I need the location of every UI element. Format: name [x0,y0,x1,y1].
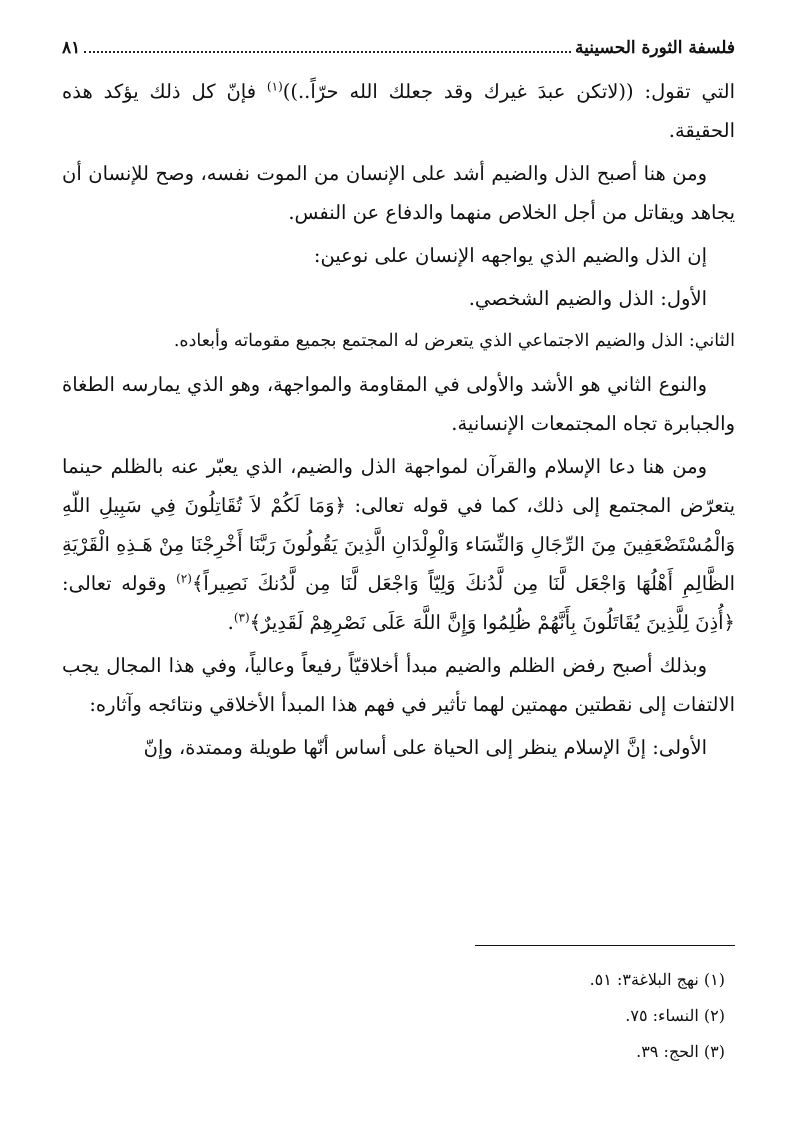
paragraph-1-text: التي تقول: ((لاتكن عبدَ غيرك وقد جعلك الله حرّاً..)) [282,80,735,103]
paragraph-2: ومن هنا أصبح الذل والضيم أشد على الإنسان من الموت نفسه، وصح للإنسان أن يجاهد ويقاتل من أجل الخلاص منهما والدفاع عن النفس. [62,162,735,224]
paragraph-1 [62,72,735,150]
footnote-ref-2: (٢) [176,571,192,586]
paragraph-9: الأولى: إنَّ الإسلام ينظر إلى الحياة على أساس أنّها طويلة وممتدة، وإنّ [143,736,707,759]
footnote-ref-1: (١) [266,79,283,94]
paragraph-7-text-b: وقوله تعالى: [62,572,177,595]
paragraph-8: وبذلك أصبح رفض الظلم والضيم مبدأ أخلاقيّاً رفيعاً وعالياً، وفي هذا المجال يجب الالتفات إلى نقطتين مهمتين لهما تأثير في فهم هذا المبدأ الأخلاقي ونتائجه وآثاره: [62,654,735,716]
footnote-3: (٣) الحج: ٣٩. [636,1042,725,1061]
quran-verse-2: ﴿أُذِنَ لِلَّذِينَ يُقَاتَلُونَ بِأَنَّهُمْ ظُلِمُوا وَإِنَّ اللَّهَ عَلَى نَصْرِهِمْ لَقَدِيرٌ﴾ [249,611,735,634]
paragraph-1-end: فإنّ كل ذلك يؤكد هذه الحقيقة. [62,80,735,142]
book-title: فلسفة الثورة الحسينية [575,38,735,58]
footnotes [62,962,725,1070]
quran-verse-1: ﴿وَمَا لَكُمْ لاَ تُقَاتِلُونَ فِي سَبِيلِ اللّهِ وَالْمُسْتَضْعَفِينَ مِنَ الرِّجَالِ وَالنِّسَاء وَالْوِلْدَانِ الَّذِينَ يَقُولُونَ رَبَّنَا أَخْرِجْنَا مِنْ هَـذِهِ الْقَرْيَةِ الظَّالِمِ أَهْلُهَا وَاجْعَل لَّنَا مِن لَّدُنكَ وَلِيّاً وَاجْعَل لَّنَا مِن لَّدُنكَ نَصِيراً﴾ [62,494,735,595]
header-leader-dots [84,51,571,53]
paragraph-4: الأول: الذل والضيم الشخصي. [468,287,707,310]
footnote-1: (١) نهج البلاغة٣: ٥١. [589,970,725,989]
footnote-separator [475,945,735,946]
paragraph-7-end: . [227,611,234,634]
paragraph-7 [62,447,735,642]
footnote-2: (٢) النساء: ٧٥. [625,1006,725,1025]
paragraph-5: الثاني: الذل والضيم الاجتماعي الذي يتعرض له المجتمع بجميع مقوماته وأبعاده. [173,331,735,351]
paragraph-6: والنوع الثاني هو الأشد والأولى في المقاومة والمواجهة، وهو الذي يمارسه الطغاة والجبابرة تجاه المجتمعات الإنسانية. [62,373,735,435]
paragraph-7-text-a: ومن هنا دعا الإسلام والقرآن لمواجهة الذل والضيم، الذي يعبّر عنه بالظلم حينما يتعرّض المجتمع إلى ذلك، كما في قوله تعالى: [62,455,735,517]
body-text [62,72,735,771]
paragraph-3: إن الذل والضيم الذي يواجهه الإنسان على نوعين: [313,244,707,267]
running-header [62,28,735,58]
page-number: ٨١ [62,38,81,58]
footnote-ref-3: (٣) [233,610,250,625]
